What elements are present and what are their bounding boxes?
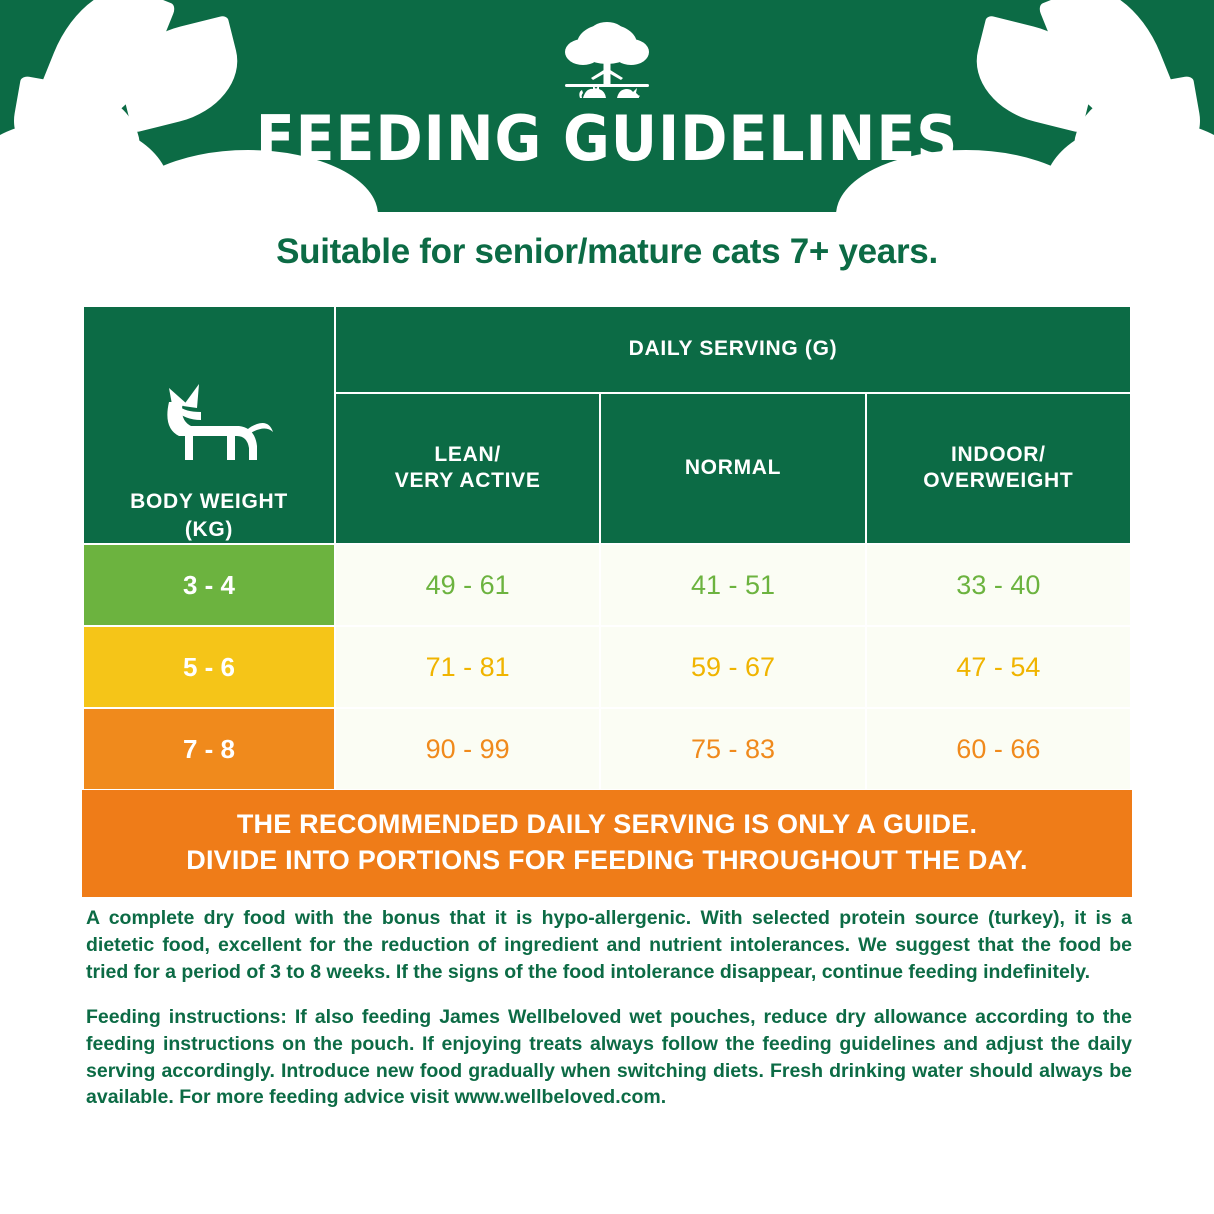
page-title: FEEDING GUIDELINES [255,102,959,175]
column-header-indoor-line2: OVERWEIGHT [923,469,1074,493]
column-header-normal [600,393,865,544]
subtitle: Suitable for senior/mature cats 7+ years. [276,232,938,271]
body-weight-header-line1: BODY WEIGHT [130,490,288,514]
row-indoor-value: 60 - 66 [866,708,1131,790]
column-header-lean-line1: LEAN/ [434,443,501,467]
row-weight: 3 - 4 [83,544,335,626]
body-weight-header-line2: (KG) [184,517,234,541]
feeding-table [82,305,1132,791]
tree-logo [547,18,667,108]
row-lean-value: 49 - 61 [335,544,600,626]
header-banner [0,0,1214,212]
column-header-lean-line2: VERY ACTIVE [394,469,541,493]
row-normal-value: 41 - 51 [600,544,865,626]
description-paragraph: A complete dry food with the bonus that it is hypo-allergenic. With selected protein source (turkey), it is a dietetic food, excellent for the reduction of ingredient and nutrient intolerances. We suggest that the food be tried for a period of 3 to 8 weeks. If the signs of the food intolerance disappear, continue feeding indefinitely. [86,907,1132,983]
row-normal-value: 59 - 67 [600,626,865,708]
row-lean-value: 71 - 81 [335,626,600,708]
table-row [83,544,1131,626]
row-weight: 5 - 6 [83,626,335,708]
column-header-normal-line1: NORMAL [684,456,782,480]
table-row [83,626,1131,708]
note-line-1: THE RECOMMENDED DAILY SERVING IS ONLY A GUIDE. [236,809,978,839]
table-row [83,708,1131,790]
column-header-lean [335,393,600,544]
column-header-indoor-line1: INDOOR/ [950,443,1046,467]
feeding-instructions-paragraph: Feeding instructions: If also feeding James Wellbeloved wet pouches, reduce dry allowance according to the feeding instructions on the pouch. If enjoying treats always follow the feeding guidelines and adjust the daily serving accordingly. Introduce new food gradually when switching diets. Fresh drinking water should always be available. For more feeding advice visit www.wellbeloved.com. [86,1005,1132,1109]
daily-serving-header: DAILY SERVING (G) [335,306,1131,393]
cat-silhouette-icon [139,376,279,462]
row-indoor-value: 33 - 40 [866,544,1131,626]
serving-guide-note [82,790,1132,897]
column-header-indoor [866,393,1131,544]
body-text [86,905,1132,1129]
row-lean-value: 90 - 99 [335,708,600,790]
row-weight: 7 - 8 [83,708,335,790]
body-weight-header-cell [83,306,335,544]
row-indoor-value: 47 - 54 [866,626,1131,708]
note-line-2: DIVIDE INTO PORTIONS FOR FEEDING THROUGHOUT THE DAY. [186,845,1028,876]
row-normal-value: 75 - 83 [600,708,865,790]
feeding-table-wrap [82,305,1132,791]
table-header-row [83,306,1131,393]
